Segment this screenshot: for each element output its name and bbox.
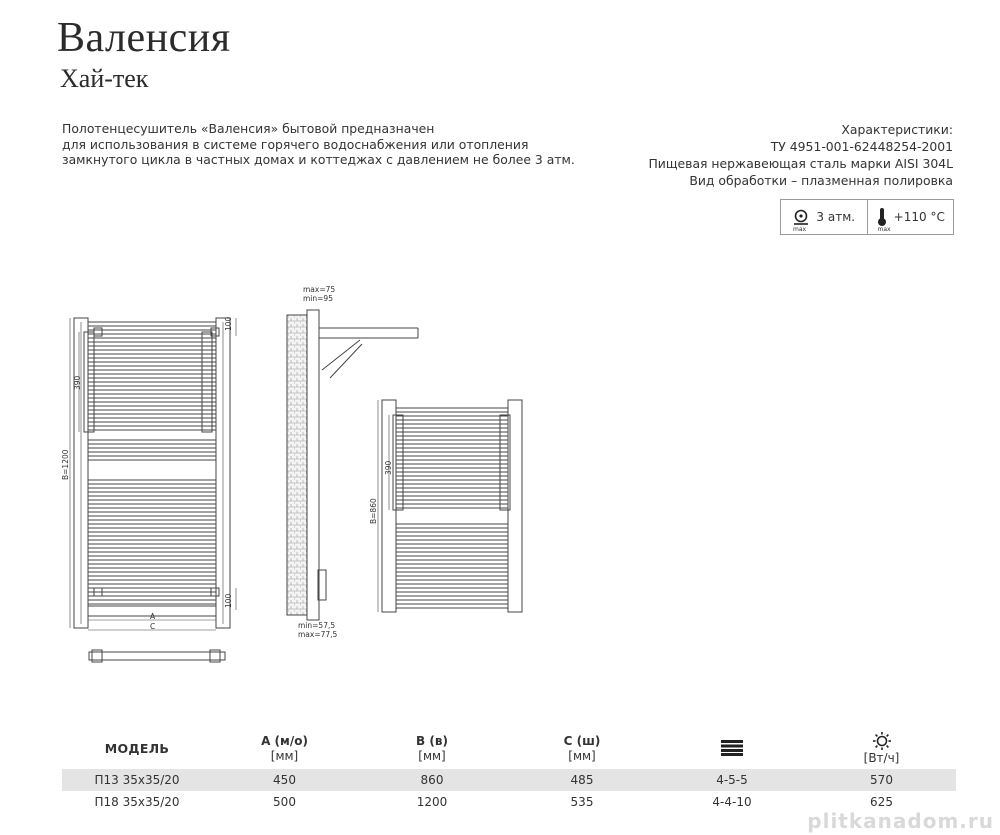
cell-model: П13 35х35/20 [62, 769, 212, 791]
cell-model: П18 35х35/20 [94, 795, 180, 809]
front-view-large [70, 318, 236, 630]
towel-rail-rung [88, 520, 216, 524]
dim-b860: B=860 [369, 498, 378, 524]
towel-rail-rung [88, 418, 216, 422]
towel-rail-rung [396, 456, 508, 460]
page-subtitle: Хай-тек [60, 64, 149, 93]
temperature-badge [867, 200, 954, 234]
spec-line: Вид обработки – плазменная полировка [689, 173, 953, 188]
cell-c: 485 [507, 769, 657, 791]
towel-rail-rung [396, 596, 508, 600]
towel-rail-rung [88, 322, 216, 326]
towel-rail-rung [88, 536, 216, 540]
header-a-unit: [мм] [270, 748, 299, 763]
towel-rail-rung [88, 354, 216, 358]
technical-drawings [0, 270, 1000, 670]
side-top-max: max=75 [303, 285, 336, 294]
towel-rail-rung [88, 402, 216, 406]
towel-rail-rung [88, 552, 216, 556]
towel-rail-rung [396, 540, 508, 544]
towel-rail-rung [88, 330, 216, 334]
towel-rail-rung [396, 604, 508, 608]
cell-rungs: 4-4-10 [712, 795, 752, 809]
top-view-bar [89, 650, 225, 662]
dim-a: A [150, 612, 156, 621]
towel-rail-rung [396, 440, 508, 444]
towel-rail-rung [396, 564, 508, 568]
dim-390-large: 390 [73, 375, 82, 390]
towel-rail-rung [88, 386, 216, 390]
towel-rail-rung [88, 592, 216, 596]
towel-rail-rung [396, 588, 508, 592]
towel-rail-rung [88, 394, 216, 398]
description-line: замкнутого цикла в частных домах и коттеджах с давлением не более 3 атм. [62, 152, 575, 167]
towel-rail-rung [396, 464, 508, 468]
sun-icon [873, 733, 891, 747]
towel-rail-rung [88, 584, 216, 588]
thermometer-icon [876, 207, 888, 227]
towel-rail-rung [396, 524, 508, 528]
towel-rail-rung [396, 548, 508, 552]
towel-rail-rung [396, 408, 508, 412]
towel-rail-rung [88, 560, 216, 564]
towel-rail-rung [396, 556, 508, 560]
towel-rail-rung [396, 424, 508, 428]
dim-390-small: 390 [384, 460, 393, 475]
specifications-block [648, 121, 953, 189]
towel-rail-rung [88, 338, 216, 342]
towel-rail-rung [396, 580, 508, 584]
front-view-small [378, 400, 522, 612]
site-watermark: plitkanadom.ru [807, 809, 994, 833]
towel-rail-rung [88, 544, 216, 548]
temperature-value: +110 °C [893, 210, 945, 224]
cell-a: 500 [273, 795, 296, 809]
pressure-badge [781, 200, 867, 234]
limits-badges [780, 199, 954, 235]
pressure-gauge-icon [792, 208, 810, 226]
towel-rail-rung [396, 432, 508, 436]
towel-rail-rung [88, 488, 216, 492]
header-c [507, 727, 657, 769]
cell-c: 535 [570, 795, 594, 809]
towel-rail-rung [396, 504, 508, 508]
towel-rail-rung [88, 378, 216, 382]
towel-rail-rung [88, 448, 216, 452]
towel-rail-rung [396, 480, 508, 484]
header-a-label: A (м/о) [261, 733, 308, 748]
towel-rail-rung [88, 456, 216, 460]
specs-heading: Характеристики: [841, 122, 953, 137]
cell-b: 1200 [416, 795, 448, 809]
header-power-unit: [Вт/ч] [863, 750, 900, 765]
spec-line: ТУ 4951-001-62448254-2001 [770, 139, 953, 154]
cell-rungs: 4-5-5 [657, 769, 807, 791]
header-b-label: B (в) [416, 733, 448, 748]
header-power [807, 727, 956, 769]
side-bottom-max: max=77,5 [298, 630, 338, 639]
dim-top-100: 100 [224, 316, 233, 331]
towel-rail-rung [396, 532, 508, 536]
towel-rail-rung [88, 362, 216, 366]
page-title: Валенсия [57, 15, 231, 61]
header-rungs [657, 727, 807, 769]
towel-rail-rung [88, 426, 216, 430]
towel-rail-rung [396, 472, 508, 476]
towel-rail-rung [88, 496, 216, 500]
models-table [62, 727, 956, 813]
towel-rail-rung [88, 370, 216, 374]
cell-power: 570 [807, 769, 956, 791]
towel-rail-rung [88, 410, 216, 414]
towel-rail-rung [396, 496, 508, 500]
header-model: МОДЕЛЬ [104, 740, 170, 756]
description-line: Полотенцесушитель «Валенсия» бытовой предназначен [62, 121, 435, 136]
towel-rail-rung [88, 576, 216, 580]
towel-rail-rung [88, 346, 216, 350]
side-view [287, 310, 418, 620]
pressure-value: 3 атм. [816, 210, 856, 224]
description-line: для использования в системе горячего водоснабжения или отопления [62, 136, 529, 152]
table-header-row [62, 727, 956, 769]
dim-c: C [150, 622, 156, 631]
towel-rail-rung [88, 480, 216, 484]
dim-bottom-100: 100 [224, 593, 233, 608]
towel-rail-rung [88, 568, 216, 572]
product-description [62, 121, 622, 168]
towel-rail-rung [396, 572, 508, 576]
cell-a: 450 [212, 769, 357, 791]
dim-b1200: B=1200 [61, 449, 70, 480]
towel-rail-rung [396, 488, 508, 492]
table-row [62, 769, 956, 791]
towel-rail-rung [396, 416, 508, 420]
side-bottom-min: min=57,5 [298, 621, 336, 630]
side-top-min: min=95 [303, 294, 333, 303]
cell-power: 625 [870, 795, 893, 809]
temperature-max-label: max [877, 226, 891, 233]
rungs-icon [721, 741, 743, 755]
towel-rail-rung [88, 528, 216, 532]
towel-rail-rung [88, 600, 216, 604]
header-b-unit: [мм] [418, 748, 446, 763]
pressure-max-label: max [793, 226, 807, 233]
header-b [357, 727, 507, 769]
towel-rail-rung [396, 448, 508, 452]
header-c-unit: [мм] [568, 748, 596, 763]
towel-rail-rung [88, 504, 216, 508]
towel-rail-rung [88, 440, 216, 444]
spec-line: Пищевая нержавеющая сталь марки AISI 304L [648, 156, 953, 171]
header-c-label: C (ш) [563, 733, 601, 748]
cell-b: 860 [357, 769, 507, 791]
header-a [212, 727, 357, 769]
towel-rail-rung [88, 512, 216, 516]
